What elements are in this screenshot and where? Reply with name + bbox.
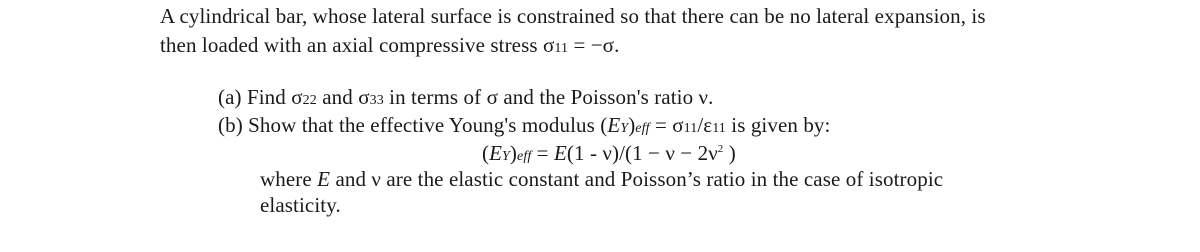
subscript-11-eps: 11 bbox=[712, 121, 726, 136]
subscript-11: 11 bbox=[683, 121, 698, 136]
part-a-and: and bbox=[316, 85, 359, 109]
intro-text-2: then loaded with an axial compressive stress bbox=[160, 33, 543, 57]
explanation-line-2 bbox=[260, 193, 341, 217]
problem-intro-line-2 bbox=[160, 33, 619, 61]
explanation-E: E bbox=[317, 167, 331, 191]
slash-epsilon: /ε bbox=[697, 113, 713, 137]
eq-close-paren: ) bbox=[509, 141, 518, 165]
problem-intro-line-1 bbox=[160, 4, 986, 28]
sigma-symbol: σ bbox=[358, 85, 370, 109]
part-a-suffix: in terms of σ and the Poisson's ratio ν. bbox=[383, 85, 714, 109]
eq-superscript-2: 2 bbox=[717, 143, 724, 155]
part-b bbox=[218, 113, 830, 141]
part-b-suffix: is given by: bbox=[725, 113, 831, 137]
sigma-symbol: σ bbox=[542, 33, 555, 57]
subscript-22: 22 bbox=[302, 93, 317, 108]
intro-text-2-end: = −σ. bbox=[568, 33, 620, 57]
part-b-prefix: (b) Show that the effective Young's modulus ( bbox=[218, 113, 608, 137]
eq-rhs-E: E bbox=[553, 141, 567, 165]
eq-subscript-Y: Y bbox=[502, 149, 510, 164]
eq-open-paren: ( bbox=[482, 141, 490, 165]
subscript-Y: Y bbox=[620, 121, 629, 136]
explanation-where: where bbox=[260, 167, 318, 191]
subscript-11: 11 bbox=[554, 41, 569, 56]
eq-subscript-eff: eff bbox=[517, 149, 532, 164]
subscript-33: 33 bbox=[369, 93, 384, 108]
youngs-E: E bbox=[607, 113, 621, 137]
part-a-prefix: (a) Find bbox=[218, 85, 292, 109]
part-a bbox=[218, 85, 713, 113]
modulus-equation bbox=[482, 141, 736, 169]
intro-text-1: A cylindrical bar, whose lateral surface is constrained so that there can be no lateral expansion, is bbox=[160, 4, 986, 28]
sigma-symbol: σ bbox=[291, 85, 303, 109]
subscript-eff: eff bbox=[635, 121, 650, 136]
eq-E: E bbox=[489, 141, 503, 165]
eq-rhs-mid: (1 - ν)/(1 − ν − 2ν bbox=[566, 141, 718, 165]
explanation-elasticity: elasticity. bbox=[260, 193, 341, 217]
eq-rhs-end: ) bbox=[723, 141, 736, 165]
explanation-rest: and ν are the elastic constant and Poisson’s ratio in the case of isotropic bbox=[330, 167, 944, 191]
explanation-line-1 bbox=[260, 167, 943, 191]
eq-equals: = bbox=[531, 141, 554, 165]
close-paren: ) bbox=[628, 113, 636, 137]
equals-sigma: = σ bbox=[649, 113, 684, 137]
